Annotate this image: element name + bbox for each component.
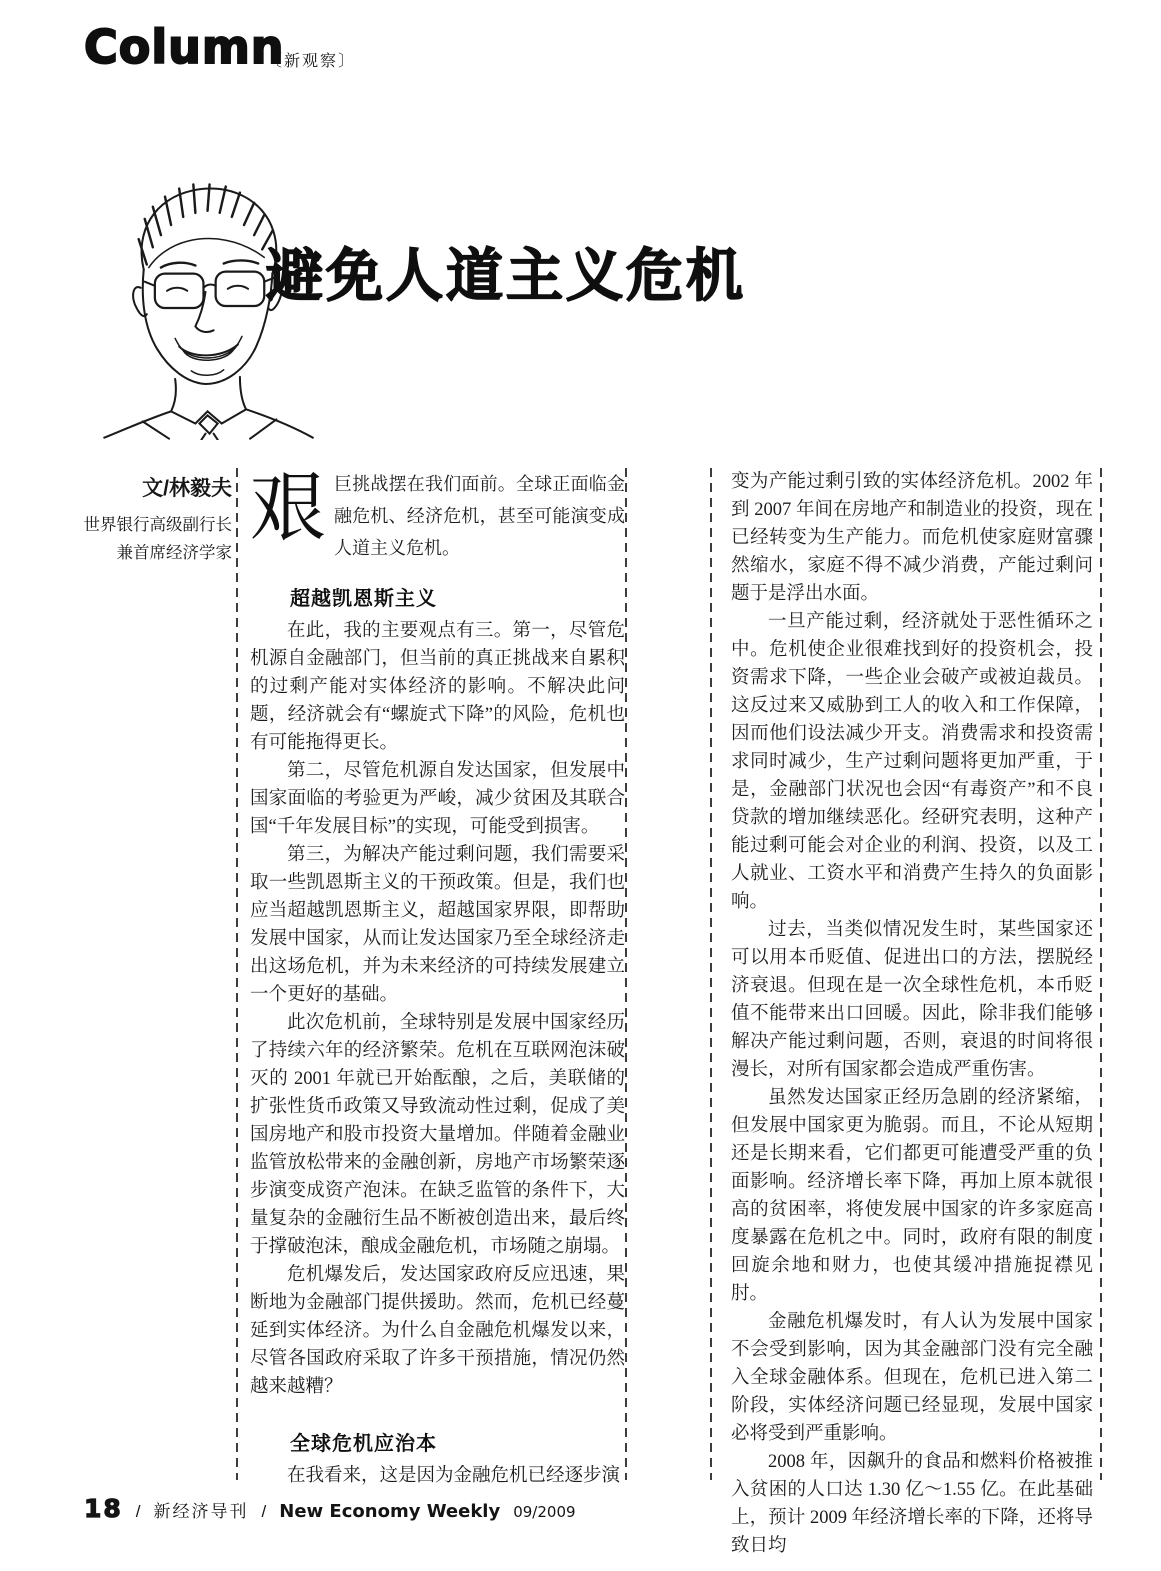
lead-paragraph-text: 巨挑战摆在我们面前。全球正面临金融危机、经济危机，甚至可能演变成人道主义危机。 [334, 474, 625, 558]
footer-journal-name-en: New Economy Weekly [279, 1501, 501, 1522]
paragraph: 在我看来，这是因为金融危机已经逐步演 [287, 1466, 621, 1486]
paragraph: 此次危机前，全球特别是发展中国家经历了持续六年的经济繁荣。危机在互联网泡沫破灭的 2001 年就已开始酝酿，之后，美联储的扩张性货币政策又导致流动性过剩，促成了美国房地产和股市投资大量增加。伴随着金融业监管放松带来的金融创新，房地产市场繁荣逐步演变成资产泡沫。在缺乏监管的条件下，大量复杂的金融衍生品不断被创造出来，最后终于撑破泡沫，酿成金融危机，市场随之崩塌。 [250, 1013, 625, 1257]
lead-paragraph [250, 466, 625, 564]
article-column-right [731, 462, 1093, 1560]
drop-cap: 艰 [250, 467, 326, 551]
paragraph: 2008 年，因飙升的食品和燃料价格被推入贫困的人口达 1.30 亿～1.55 亿。在此基础上，预计 2009 年经济增长率的下降，还将导致日均 [731, 1452, 1093, 1556]
paragraph: 一旦产能过剩，经济就处于恶性循环之中。危机使企业很难找到好的投资机会，投资需求下降，一些企业会破产或被迫裁员。这反过来又威胁到工人的收入和工作保障，因而他们设法减少开支。消费需求和投资需求同时减少，生产过剩问题将更加严重，于是，金融部门状况也会因“有毒资产”和不良贷款的增加继续恶化。经研究表明，这种产能过剩可能会对企业的利润、投资，以及工人就业、工资水平和消费产生持久的负面影响。 [731, 612, 1093, 912]
column-divider-1 [236, 468, 238, 1480]
article-title: 避免人道主义危机 [266, 244, 746, 308]
paragraph: 金融危机爆发时，有人认为发展中国家不会受到影响，因为其金融部门没有完全融入全球金融体系。但现在，危机已进入第二阶段，实体经济问题已经显现，发展中国家必将受到严重影响。 [731, 1312, 1093, 1444]
page-footer [84, 1494, 576, 1523]
byline-author: 文/林毅夫 [142, 477, 232, 500]
paragraph: 第二，尽管危机源自发达国家，但发展中国家面临的考验更为严峻，减少贫困及其联合国“千年发展目标”的实现，可能受到损害。 [250, 761, 625, 837]
footer-separator: / [135, 1502, 141, 1521]
section-heading-2: 全球危机应治本 [290, 1433, 437, 1455]
footer-issue: 09/2009 [513, 1503, 576, 1521]
footer-separator: / [261, 1502, 267, 1521]
column-divider-4 [1100, 468, 1102, 1480]
paragraph: 过去，当类似情况发生时，某些国家还可以用本币贬值、促进出口的方法，摆脱经济衰退。但现在是一次全球性危机，本币贬值不能带来出口回暖。因此，除非我们能够解决产能过剩问题，否则，衰退的时间将很漫长，对所有国家都会造成严重伤害。 [731, 920, 1093, 1080]
byline [54, 472, 232, 567]
paragraph: 第三，为解决产能过剩问题，我们需要采取一些凯恩斯主义的干预政策。但是，我们也应当超越凯恩斯主义，超越国家界限，即帮助发展中国家，从而让发达国家乃至全球经济走出这场危机，并为未来经济的可持续发展建立一个更好的基础。 [250, 845, 625, 1005]
paragraph: 危机爆发后，发达国家政府反应迅速，果断地为金融部门提供援助。然而，危机已经蔓延到实体经济。为什么自金融危机爆发以来，尽管各国政府采取了许多干预措施，情况仍然越来越糟？ [250, 1265, 625, 1397]
article-column-left [250, 466, 625, 1490]
paragraph: 变为产能过剩引致的实体经济危机。2002 年到 2007 年间在房地产和制造业的投资，现在已经转变为生产能力。而危机使家庭财富骤然缩水，家庭不得不减少消费，产能过剩问题于是浮出水面。 [731, 472, 1093, 604]
byline-role-1: 世界银行高级副行长 [83, 515, 232, 534]
footer-page-number: 18 [84, 1494, 123, 1523]
section-heading-1: 超越凯恩斯主义 [290, 588, 437, 610]
column-divider-2 [625, 468, 627, 1480]
column-divider-3 [710, 468, 712, 1480]
column-logotype: Column [84, 20, 285, 74]
paragraph: 虽然发达国家正经历急剧的经济紧缩，但发展中国家更为脆弱。而且，不论从短期还是长期来看，它们都更可能遭受严重的负面影响。经济增长率下降，再加上原本就很高的贫困率，将使发展中国家的许多家庭高度暴露在危机之中。同时，政府有限的制度回旋余地和财力，也使其缓冲措施捉襟见肘。 [731, 1088, 1093, 1304]
byline-role-2: 兼首席经济学家 [116, 543, 232, 562]
footer-journal-name-cn: 新经济导刊 [153, 1502, 249, 1521]
paragraph: 在此，我的主要观点有三。第一，尽管危机源自金融部门，但当前的真正挑战来自累积的过剩产能对实体经济的影响。不解决此问题，经济就会有“螺旋式下降”的风险，危机也有可能拖得更长。 [250, 621, 625, 753]
column-section-tag: 〔新观察〕 [266, 53, 357, 70]
